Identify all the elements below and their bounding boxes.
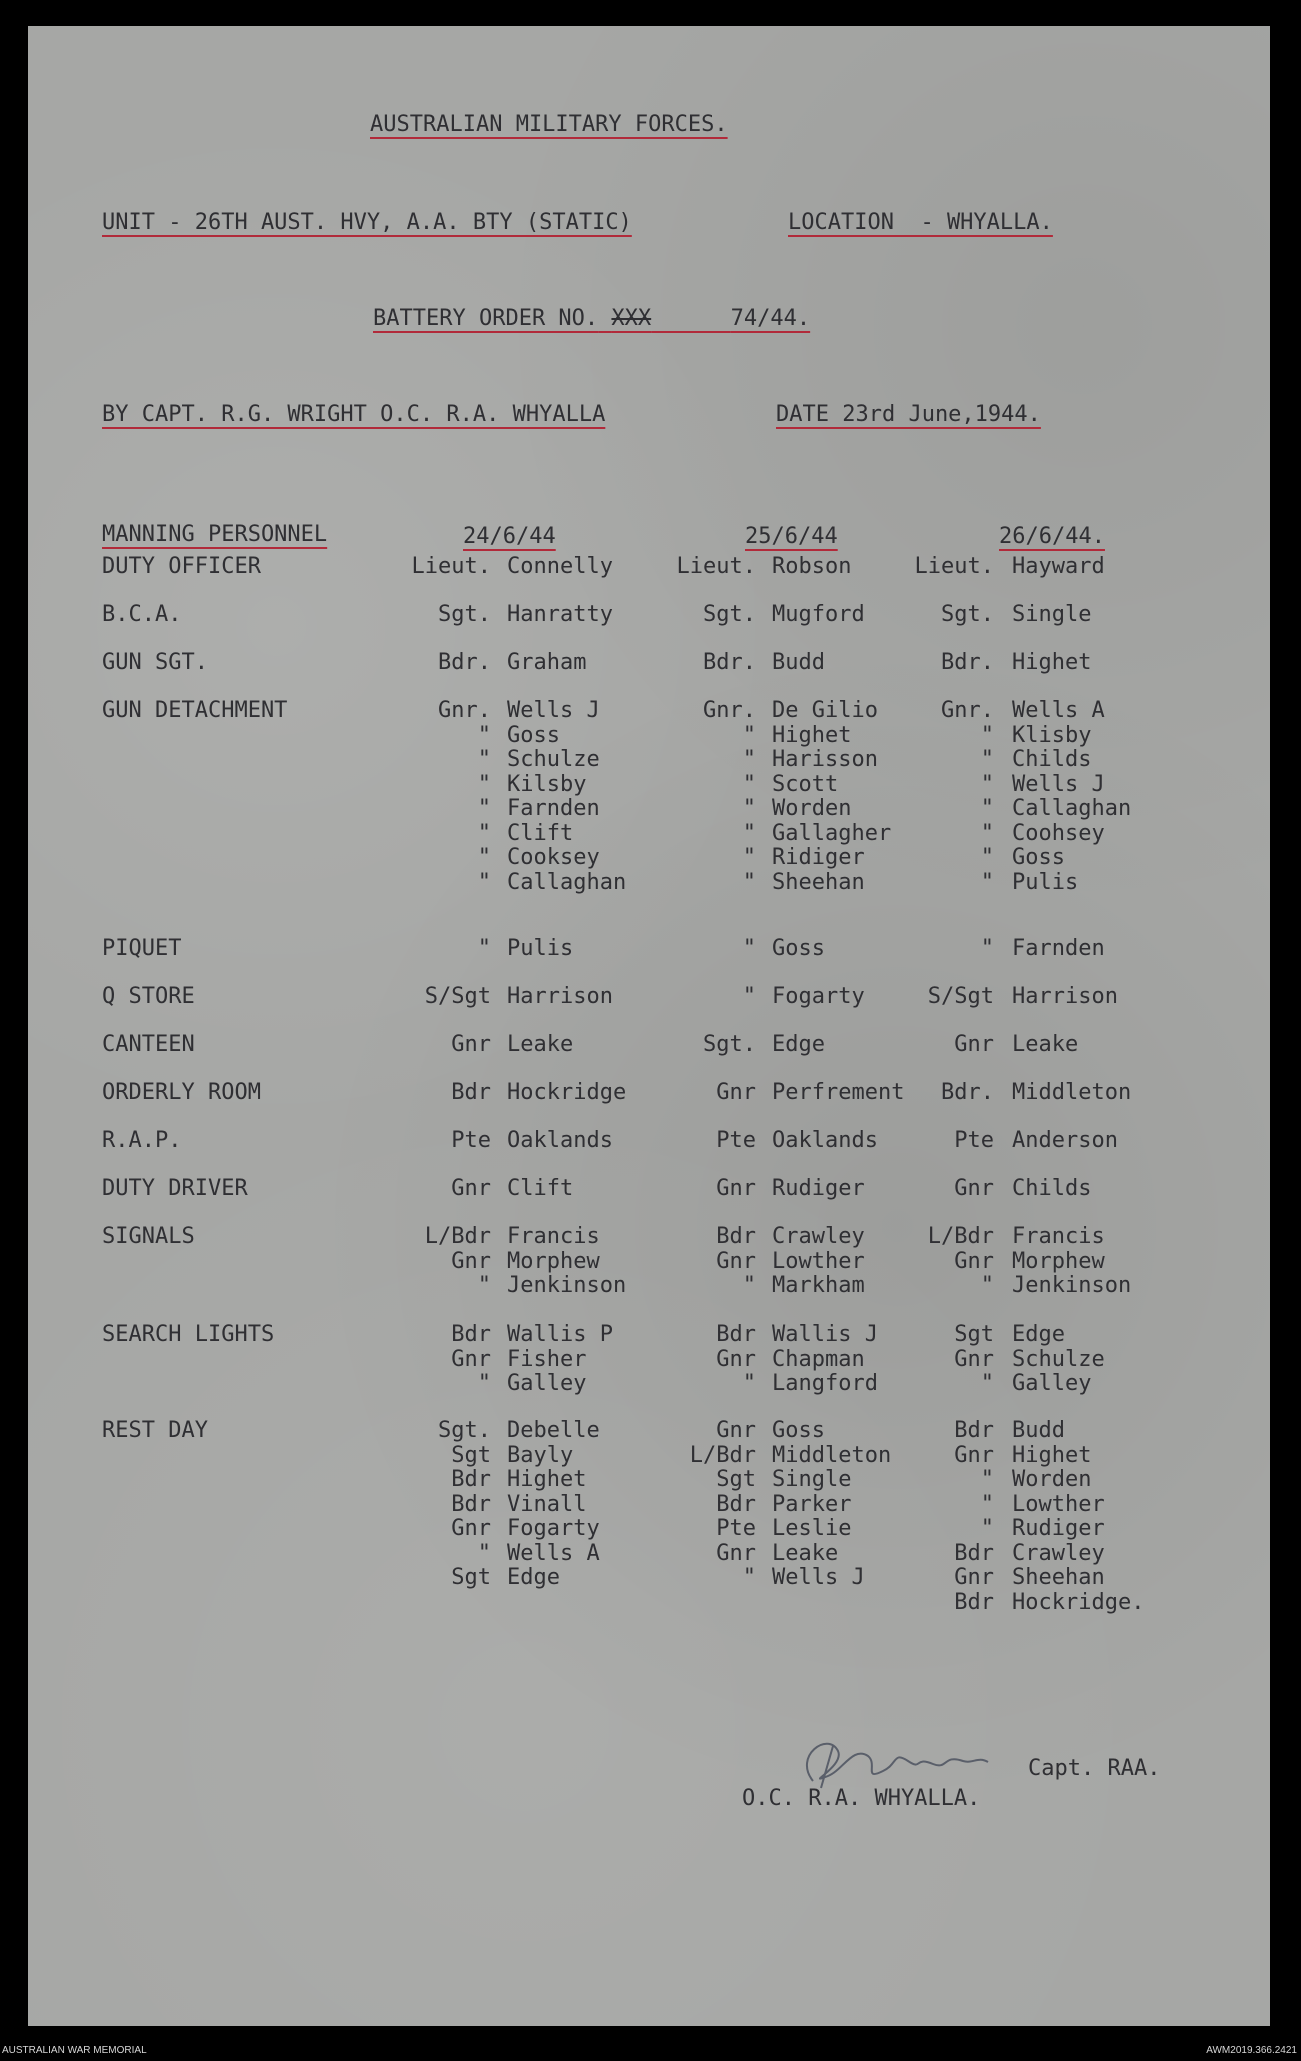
rank: L/Bdr bbox=[689, 1442, 756, 1468]
rank: Gnr. bbox=[941, 698, 994, 723]
rank: " bbox=[742, 1273, 756, 1298]
rank: " bbox=[477, 936, 491, 961]
person-name: Middleton bbox=[772, 1442, 892, 1468]
rank: Sgt bbox=[451, 1442, 491, 1468]
person-name: Wells J bbox=[1012, 771, 1105, 797]
rank: Gnr bbox=[716, 1176, 756, 1201]
person-name: Edge bbox=[507, 1565, 560, 1590]
person-name: Ridiger bbox=[772, 845, 865, 870]
person-name: Harrison bbox=[507, 984, 613, 1009]
person-name: Crawley bbox=[1012, 1540, 1105, 1566]
person-name: Jenkinson bbox=[1012, 1273, 1132, 1298]
rank: Pte bbox=[716, 1128, 756, 1153]
rank: " bbox=[477, 796, 491, 821]
rank: Gnr bbox=[716, 1080, 756, 1105]
person-name: Single bbox=[1012, 602, 1092, 627]
person-name: Wells J bbox=[772, 1565, 865, 1590]
person-name: Coohsey bbox=[1012, 820, 1105, 846]
row-label: SEARCH LIGHTS bbox=[102, 1322, 275, 1347]
person-name: Galley bbox=[1012, 1371, 1092, 1396]
person-name: Pulis bbox=[507, 936, 574, 961]
rank: " bbox=[477, 869, 491, 895]
rank: Gnr bbox=[716, 1346, 756, 1372]
rank: Gnr bbox=[954, 1248, 994, 1274]
rank: " bbox=[980, 796, 994, 821]
rank: Bdr. bbox=[703, 650, 756, 675]
rank: " bbox=[477, 747, 491, 772]
person-name: Single bbox=[772, 1467, 852, 1492]
rank: " bbox=[742, 747, 756, 772]
date-header-3: 26/6/44. bbox=[999, 524, 1105, 549]
person-name: Farnden bbox=[507, 796, 600, 821]
person-name: Scott bbox=[772, 771, 839, 797]
rank: Bdr. bbox=[941, 650, 994, 675]
order-prefix: BATTERY ORDER NO. bbox=[373, 306, 599, 331]
rank: Bdr bbox=[716, 1322, 756, 1347]
person-name: Perfrement bbox=[772, 1080, 905, 1105]
person-name: Edge bbox=[1012, 1322, 1065, 1347]
rank: " bbox=[742, 869, 756, 895]
rank: " bbox=[980, 820, 994, 846]
order-number: 74/44. bbox=[730, 306, 811, 331]
person-name: Robson bbox=[772, 554, 852, 579]
person-name: Edge bbox=[772, 1032, 825, 1057]
rank: Sgt. bbox=[703, 602, 756, 627]
rank: " bbox=[477, 1371, 491, 1396]
person-name: Goss bbox=[772, 936, 825, 961]
rank: S/Sgt bbox=[927, 984, 994, 1009]
person-name: Kilsby bbox=[507, 771, 587, 797]
rank: " bbox=[980, 1467, 994, 1492]
person-name: Vinall bbox=[507, 1491, 587, 1517]
person-name: Highet bbox=[1012, 1442, 1092, 1468]
person-name: Wells A bbox=[1012, 698, 1105, 723]
rank: Bdr bbox=[954, 1589, 994, 1615]
location-line: LOCATION - WHYALLA. bbox=[788, 210, 1053, 235]
rank: Pte bbox=[451, 1128, 491, 1153]
person-name: Childs bbox=[1012, 747, 1092, 772]
row-label: ORDERLY ROOM bbox=[102, 1080, 261, 1105]
rank: " bbox=[980, 747, 994, 772]
rank: Sgt. bbox=[438, 602, 491, 627]
person-name: Wells A bbox=[507, 1540, 600, 1566]
person-name: Francis bbox=[507, 1224, 600, 1249]
person-name: Rudiger bbox=[1012, 1516, 1105, 1541]
rank: Bdr. bbox=[941, 1080, 994, 1105]
person-name: Hayward bbox=[1012, 554, 1105, 579]
person-name: Leake bbox=[772, 1540, 839, 1566]
person-name: Highet bbox=[772, 722, 852, 748]
rank: Bdr bbox=[451, 1322, 491, 1347]
person-name: Farnden bbox=[1012, 936, 1105, 961]
rank: " bbox=[980, 1371, 994, 1396]
rank: Gnr bbox=[451, 1032, 491, 1057]
person-name: Middleton bbox=[1012, 1080, 1132, 1105]
rank: Bdr bbox=[954, 1540, 994, 1566]
row-label: REST DAY bbox=[102, 1418, 208, 1443]
rank: " bbox=[980, 936, 994, 961]
rank: " bbox=[477, 845, 491, 870]
rank: Lieut. bbox=[676, 554, 756, 579]
rank: L/Bdr bbox=[424, 1224, 491, 1249]
person-name: Hanratty bbox=[507, 602, 613, 627]
person-name: Worden bbox=[772, 796, 852, 821]
person-name: Sheehan bbox=[772, 869, 865, 895]
rank: Gnr bbox=[954, 1032, 994, 1057]
date-line: DATE 23rd June,1944. bbox=[776, 402, 1041, 427]
person-name: Goss bbox=[772, 1418, 825, 1443]
person-name: Mugford bbox=[772, 602, 865, 627]
rank: Gnr bbox=[716, 1540, 756, 1566]
rank: Gnr bbox=[451, 1248, 491, 1274]
rank: " bbox=[742, 820, 756, 846]
rank: " bbox=[742, 771, 756, 797]
person-name: Francis bbox=[1012, 1224, 1105, 1249]
person-name: Morphew bbox=[507, 1248, 600, 1274]
person-name: Oaklands bbox=[507, 1128, 613, 1153]
rank: Gnr bbox=[716, 1418, 756, 1443]
rank: Sgt bbox=[451, 1565, 491, 1590]
rank: " bbox=[477, 1273, 491, 1298]
row-label: Q STORE bbox=[102, 984, 195, 1009]
person-name: Clift bbox=[507, 1176, 574, 1201]
person-name: Morphew bbox=[1012, 1248, 1105, 1274]
rank: Gnr bbox=[716, 1248, 756, 1274]
person-name: Lowther bbox=[1012, 1491, 1105, 1517]
rank: " bbox=[980, 722, 994, 748]
by-line: BY CAPT. R.G. WRIGHT O.C. R.A. WHYALLA bbox=[102, 402, 606, 427]
person-name: Graham bbox=[507, 650, 587, 675]
person-name: Goss bbox=[1012, 845, 1065, 870]
rank: Gnr. bbox=[703, 698, 756, 723]
person-name: Connelly bbox=[507, 554, 613, 579]
rank: Bdr bbox=[451, 1080, 491, 1105]
person-name: Worden bbox=[1012, 1467, 1092, 1492]
rank: " bbox=[742, 722, 756, 748]
rank: " bbox=[980, 1516, 994, 1541]
rank: " bbox=[980, 869, 994, 895]
person-name: Chapman bbox=[772, 1346, 865, 1372]
rank: " bbox=[980, 845, 994, 870]
row-label: R.A.P. bbox=[102, 1128, 182, 1153]
person-name: Childs bbox=[1012, 1176, 1092, 1201]
rank: Bdr bbox=[954, 1418, 994, 1443]
rank: " bbox=[477, 771, 491, 797]
person-name: Crawley bbox=[772, 1224, 865, 1249]
rank: Gnr bbox=[451, 1176, 491, 1201]
signature-office: O.C. R.A. WHYALLA. bbox=[742, 1786, 981, 1811]
row-label: B.C.A. bbox=[102, 602, 182, 627]
person-name: Leslie bbox=[772, 1516, 852, 1541]
unit-line: UNIT - 26TH AUST. HVY, A.A. BTY (STATIC) bbox=[102, 210, 632, 235]
person-name: Gallagher bbox=[772, 820, 892, 846]
date-header-2: 25/6/44 bbox=[745, 524, 838, 549]
rank: " bbox=[742, 984, 756, 1009]
person-name: Schulze bbox=[1012, 1346, 1105, 1372]
footer-source: AUSTRALIAN WAR MEMORIAL bbox=[2, 2045, 147, 2056]
person-name: Schulze bbox=[507, 747, 600, 772]
person-name: Rudiger bbox=[772, 1176, 865, 1201]
order-struck: XXX bbox=[611, 306, 652, 331]
person-name: Galley bbox=[507, 1371, 587, 1396]
rank: Bdr bbox=[451, 1467, 491, 1492]
row-label: CANTEEN bbox=[102, 1032, 195, 1057]
rank: Bdr bbox=[451, 1491, 491, 1517]
row-label: PIQUET bbox=[102, 936, 182, 961]
rank: " bbox=[980, 1273, 994, 1298]
person-name: Wallis P bbox=[507, 1322, 613, 1347]
person-name: Fisher bbox=[507, 1346, 587, 1372]
person-name: Wells J bbox=[507, 698, 600, 723]
rank: Pte bbox=[716, 1516, 756, 1541]
rank: " bbox=[742, 845, 756, 870]
person-name: Hockridge. bbox=[1012, 1589, 1145, 1615]
signature-title: Capt. RAA. bbox=[1028, 1756, 1161, 1781]
rank: Lieut. bbox=[411, 554, 491, 579]
rank: Bdr. bbox=[438, 650, 491, 675]
person-name: Budd bbox=[772, 650, 825, 675]
person-name: Clift bbox=[507, 820, 574, 846]
row-label: DUTY DRIVER bbox=[102, 1176, 248, 1201]
footer-id: AWM2019.366.2421 bbox=[1206, 2045, 1297, 2056]
row-label: GUN SGT. bbox=[102, 650, 208, 675]
rank: " bbox=[980, 771, 994, 797]
person-name: Anderson bbox=[1012, 1128, 1118, 1153]
person-name: Bayly bbox=[507, 1442, 574, 1468]
person-name: Hockridge bbox=[507, 1080, 627, 1105]
person-name: Callaghan bbox=[507, 869, 627, 895]
person-name: Markham bbox=[772, 1273, 865, 1298]
person-name: Highet bbox=[507, 1467, 587, 1492]
person-name: Cooksey bbox=[507, 845, 600, 870]
person-name: Fogarty bbox=[507, 1516, 600, 1541]
person-name: Harisson bbox=[772, 747, 878, 772]
rank: Pte bbox=[954, 1128, 994, 1153]
person-name: Fogarty bbox=[772, 984, 865, 1009]
rank: Bdr bbox=[716, 1224, 756, 1249]
rank: " bbox=[742, 936, 756, 961]
rank: S/Sgt bbox=[424, 984, 491, 1009]
rank: Sgt bbox=[716, 1467, 756, 1492]
table-label-header: MANNING PERSONNEL bbox=[102, 522, 328, 547]
rank: " bbox=[980, 1491, 994, 1517]
rank: " bbox=[477, 722, 491, 748]
rank: " bbox=[742, 1371, 756, 1396]
rank: L/Bdr bbox=[927, 1224, 994, 1249]
rank: " bbox=[742, 796, 756, 821]
row-label: DUTY OFFICER bbox=[102, 554, 261, 579]
rank: " bbox=[477, 820, 491, 846]
battery-order-line bbox=[373, 308, 810, 330]
document-page bbox=[28, 26, 1270, 2026]
person-name: Leake bbox=[507, 1032, 574, 1057]
person-name: Leake bbox=[1012, 1032, 1079, 1057]
person-name: De Gilio bbox=[772, 698, 878, 723]
person-name: Budd bbox=[1012, 1418, 1065, 1443]
rank: Gnr bbox=[451, 1516, 491, 1541]
person-name: Harrison bbox=[1012, 984, 1118, 1009]
rank: Gnr bbox=[954, 1565, 994, 1590]
rank: Sgt. bbox=[941, 602, 994, 627]
rank: Gnr bbox=[954, 1442, 994, 1468]
rank: Lieut. bbox=[914, 554, 994, 579]
person-name: Callaghan bbox=[1012, 796, 1132, 821]
rank: Gnr bbox=[954, 1346, 994, 1372]
row-label: GUN DETACHMENT bbox=[102, 698, 288, 723]
person-name: Klisby bbox=[1012, 722, 1092, 748]
person-name: Jenkinson bbox=[507, 1273, 627, 1298]
rank: Gnr bbox=[451, 1346, 491, 1372]
person-name: Langford bbox=[772, 1371, 878, 1396]
rank: Sgt. bbox=[703, 1032, 756, 1057]
rank: Sgt. bbox=[438, 1418, 491, 1443]
person-name: Sheehan bbox=[1012, 1565, 1105, 1590]
person-name: Parker bbox=[772, 1491, 852, 1517]
person-name: Oaklands bbox=[772, 1128, 878, 1153]
row-label: SIGNALS bbox=[102, 1224, 195, 1249]
rank: " bbox=[742, 1565, 756, 1590]
person-name: Debelle bbox=[507, 1418, 600, 1443]
forces-heading: AUSTRALIAN MILITARY FORCES. bbox=[370, 112, 728, 137]
rank: Gnr. bbox=[438, 698, 491, 723]
person-name: Wallis J bbox=[772, 1322, 878, 1347]
person-name: Goss bbox=[507, 722, 560, 748]
rank: Sgt bbox=[954, 1322, 994, 1347]
rank: " bbox=[477, 1540, 491, 1566]
person-name: Highet bbox=[1012, 650, 1092, 675]
rank: Bdr bbox=[716, 1491, 756, 1517]
date-header-1: 24/6/44 bbox=[463, 524, 556, 549]
person-name: Lowther bbox=[772, 1248, 865, 1274]
rank: Gnr bbox=[954, 1176, 994, 1201]
person-name: Pulis bbox=[1012, 869, 1079, 895]
